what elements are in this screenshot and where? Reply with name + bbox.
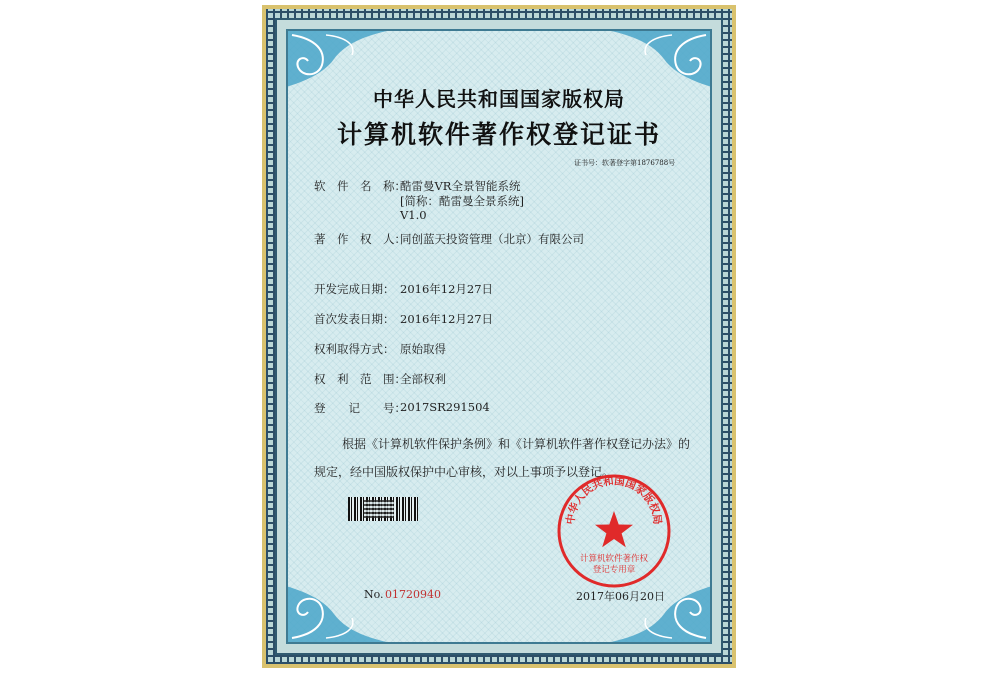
statement-line-1: 根据《计算机软件保护条例》和《计算机软件著作权登记办法》的 [342,437,691,451]
corner-ornament-icon [286,564,396,644]
field-label-publish-date: 首次发表日期： [314,312,395,326]
field-value-software-short-name: [简称：酷雷曼全景系统] [400,194,524,208]
certificate-title: 计算机软件著作权登记证书 [336,120,661,149]
serial-number: 01720940 [385,588,441,601]
certificate-body [286,29,712,644]
seal-line-1: 计算机软件著作权 [579,554,649,564]
field-value-software-name: 酷雷曼VR全景智能系统 [400,179,521,193]
field-value-owner: 同创蓝天投资管理（北京）有限公司 [400,232,584,246]
field-value-publish-date: 2016年12月27日 [400,312,494,326]
field-label-software-name: 软 件 名 称： [314,179,406,193]
issue-date: 2017年06月20日 [576,590,665,603]
certificate [262,5,736,668]
field-label-reg-number: 登 记 号： [314,401,406,415]
field-label-acquisition: 权利取得方式： [314,342,395,356]
field-value-reg-number: 2017SR291504 [400,400,490,414]
field-label-dev-date: 开发完成日期： [314,282,395,296]
issuer-title: 中华人民共和国国家版权局 [373,87,625,111]
field-label-scope: 权 利 范 围： [314,372,406,386]
field-label-owner: 著 作 权 人： [314,232,406,246]
field-value-acquisition: 原始取得 [400,342,446,356]
field-value-scope: 全部权利 [400,372,446,386]
seal-line-2: 登记专用章 [592,565,636,575]
certificate-number: 证书号：软著登字第1876788号 [574,159,676,167]
serial-label: No. [364,588,384,601]
official-seal [554,471,674,591]
field-value-dev-date: 2016年12月27日 [400,282,494,296]
seal-star-icon [595,511,633,547]
seal-arc-text: 中华人民共和国国家版权局 [564,475,664,526]
field-value-software-version: V1.0 [400,208,427,222]
statement-line-2: 规定，经中国版权保护中心审核，对以上事项予以登记。 [314,465,615,479]
barcode [348,497,418,521]
